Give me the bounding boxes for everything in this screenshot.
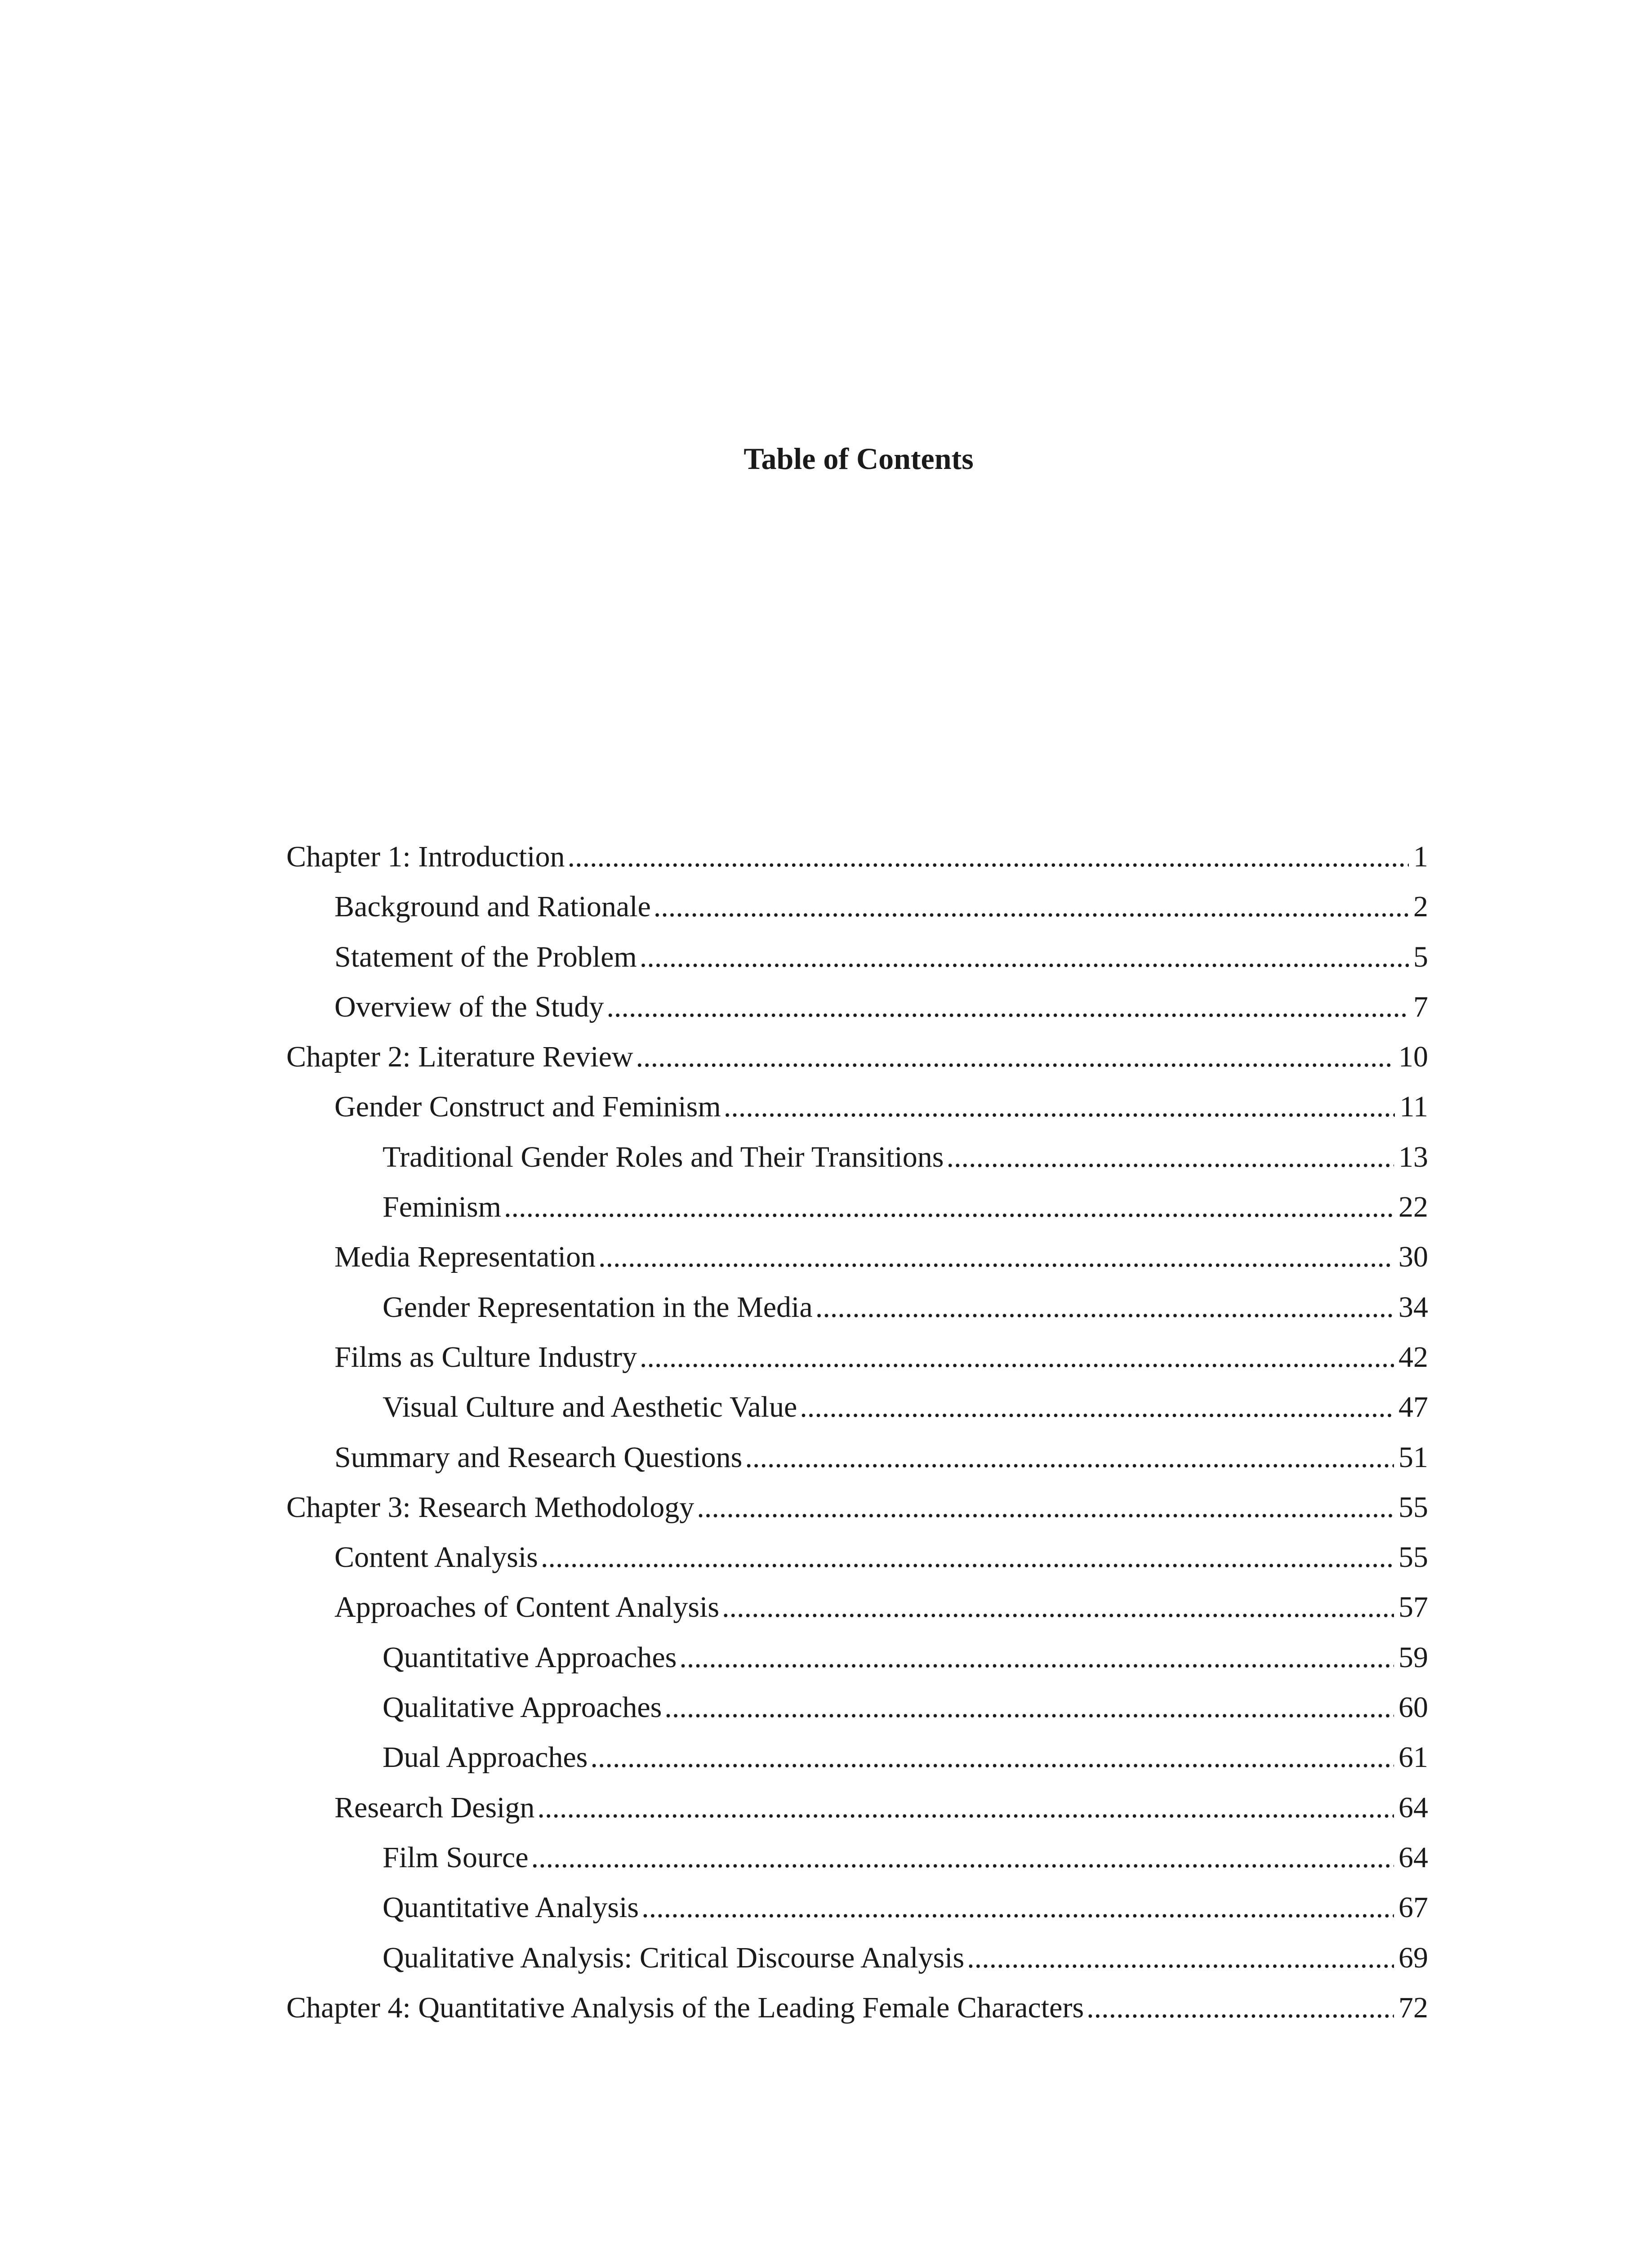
toc-entry-page-number: 55: [1398, 1490, 1428, 1524]
toc-entry-page-number: 10: [1398, 1040, 1428, 1074]
toc-entry: [286, 832, 1428, 882]
dot-leader: [537, 1783, 1394, 1833]
toc-entry-page-number: 67: [1398, 1891, 1428, 1924]
dot-leader: [664, 1682, 1394, 1732]
toc-entry-page-number: 1: [1413, 840, 1428, 873]
toc-entry-title: Traditional Gender Roles and Their Transitions: [383, 1140, 944, 1173]
toc-entry-page-number: 42: [1398, 1340, 1428, 1374]
dot-leader: [531, 1833, 1394, 1882]
dot-leader: [640, 1332, 1394, 1382]
dot-leader: [946, 1132, 1394, 1182]
toc-entry-page-number: 51: [1398, 1441, 1428, 1474]
toc-entry-page-number: 22: [1398, 1191, 1428, 1224]
dot-leader: [679, 1632, 1394, 1682]
toc-entry-page-number: 64: [1398, 1841, 1428, 1874]
toc-entry: [286, 1232, 1428, 1282]
toc-entry: [286, 982, 1428, 1032]
dot-leader: [745, 1432, 1394, 1482]
toc-entry-title: Chapter 1: Introduction: [286, 840, 565, 873]
dot-leader: [815, 1282, 1394, 1332]
toc-entry-title: Media Representation: [334, 1240, 596, 1274]
toc-entry-title: Chapter 2: Literature Review: [286, 1040, 633, 1074]
dot-leader: [598, 1232, 1394, 1282]
toc-entry-title: Background and Rationale: [334, 890, 651, 923]
toc-entry: [286, 1032, 1428, 1082]
dot-leader: [697, 1482, 1394, 1532]
dot-leader: [590, 1732, 1394, 1782]
toc-entry-page-number: 47: [1398, 1391, 1428, 1424]
toc-entry: [286, 1732, 1428, 1782]
toc-entry-title: Qualitative Analysis: Critical Discourse Analysis: [383, 1941, 965, 1974]
toc-entry-page-number: 64: [1398, 1791, 1428, 1824]
toc-entry-title: Films as Culture Industry: [334, 1340, 637, 1374]
toc-entry-title: Dual Approaches: [383, 1741, 588, 1774]
toc-entry: [286, 1482, 1428, 1532]
toc-entry-title: Qualitative Approaches: [383, 1691, 662, 1724]
toc-entry-page-number: 69: [1398, 1941, 1428, 1974]
toc-entry-page-number: 34: [1398, 1290, 1428, 1324]
toc-entry-page-number: 72: [1398, 1991, 1428, 2024]
toc-entry-page-number: 57: [1398, 1591, 1428, 1624]
toc-entry-page-number: 11: [1399, 1090, 1428, 1124]
toc-entry-title: Gender Construct and Feminism: [334, 1090, 721, 1124]
toc-entry-title: Quantitative Approaches: [383, 1641, 677, 1674]
dot-leader: [568, 832, 1409, 882]
toc-entry-page-number: 59: [1398, 1641, 1428, 1674]
toc-entry-title: Film Source: [383, 1841, 529, 1874]
toc-entry: [286, 1432, 1428, 1482]
toc-list: [286, 832, 1428, 2033]
toc-entry: [286, 1833, 1428, 1882]
toc-entry: [286, 1632, 1428, 1682]
toc-entry-page-number: 5: [1413, 940, 1428, 973]
toc-entry-title: Quantitative Analysis: [383, 1891, 639, 1924]
toc-entry: [286, 1983, 1428, 2033]
toc-entry-title: Summary and Research Questions: [334, 1441, 743, 1474]
toc-entry-page-number: 55: [1398, 1541, 1428, 1574]
toc-entry-title: Feminism: [383, 1191, 502, 1224]
toc-entry-title: Gender Representation in the Media: [383, 1290, 813, 1324]
dot-leader: [654, 882, 1409, 932]
dot-leader: [722, 1582, 1394, 1632]
dot-leader: [541, 1532, 1394, 1582]
toc-entry-title: Visual Culture and Aesthetic Value: [383, 1391, 797, 1424]
toc-entry-title: Content Analysis: [334, 1541, 538, 1574]
toc-entry: [286, 1882, 1428, 1932]
toc-entry-title: Chapter 4: Quantitative Analysis of the Leading Female Characters: [286, 1991, 1084, 2024]
toc-entry: [286, 1282, 1428, 1332]
toc-entry-title: Research Design: [334, 1791, 535, 1824]
dot-leader: [967, 1933, 1394, 1983]
toc-heading: Table of Contents: [744, 442, 974, 476]
dot-leader: [606, 982, 1409, 1032]
toc-entry: [286, 1682, 1428, 1732]
toc-entry: [286, 1582, 1428, 1632]
dot-leader: [640, 932, 1409, 982]
toc-entry-page-number: 60: [1398, 1691, 1428, 1724]
toc-entry-page-number: 61: [1398, 1741, 1428, 1774]
toc-entry-page-number: 30: [1398, 1240, 1428, 1274]
toc-entry-page-number: 13: [1398, 1140, 1428, 1173]
toc-entry-page-number: 7: [1413, 990, 1428, 1023]
dot-leader: [504, 1182, 1394, 1232]
toc-entry-title: Overview of the Study: [334, 990, 604, 1023]
toc-entry: [286, 1182, 1428, 1232]
dot-leader: [641, 1882, 1394, 1932]
toc-entry-page-number: 2: [1413, 890, 1428, 923]
dot-leader: [636, 1032, 1394, 1082]
toc-entry-title: Statement of the Problem: [334, 940, 637, 973]
toc-entry: [286, 1082, 1428, 1132]
toc-entry: [286, 932, 1428, 982]
toc-entry: [286, 1783, 1428, 1833]
toc-entry: [286, 1332, 1428, 1382]
toc-entry: [286, 1933, 1428, 1983]
dot-leader: [724, 1082, 1395, 1132]
toc-entry: [286, 882, 1428, 932]
toc-entry: [286, 1532, 1428, 1582]
toc-entry: [286, 1132, 1428, 1182]
dot-leader: [800, 1382, 1394, 1432]
toc-entry: [286, 1382, 1428, 1432]
toc-entry-title: Approaches of Content Analysis: [334, 1591, 720, 1624]
toc-entry-title: Chapter 3: Research Methodology: [286, 1490, 695, 1524]
dot-leader: [1086, 1983, 1394, 2033]
